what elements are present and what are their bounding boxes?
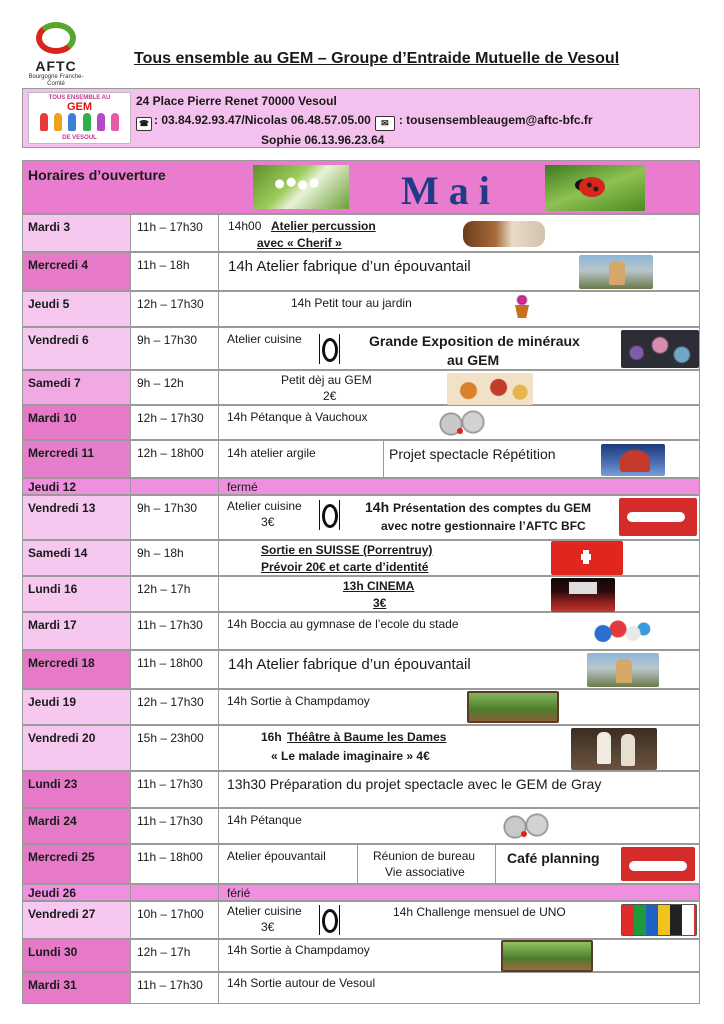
month-title: Mai xyxy=(401,168,500,213)
closed-label: fermé xyxy=(227,480,258,494)
activity-text: Prévoir 20€ et carte d’identité xyxy=(261,560,429,574)
address: 24 Place Pierre Renet 70000 Vesoul xyxy=(136,94,337,108)
activity-text: 14h Petit tour au jardin xyxy=(291,296,412,310)
hours-cell: 9h – 17h30 xyxy=(137,333,198,347)
table-row xyxy=(22,901,700,939)
phone-sophie: Sophie 06.13.96.23.64 xyxy=(261,133,385,147)
day-label: Jeudi 26 xyxy=(28,886,77,900)
day-label: Mardi 24 xyxy=(28,814,77,828)
activity-text: 14h Sortie à Champdamoy xyxy=(227,943,370,957)
activity-text: Présentation des comptes du GEM xyxy=(393,501,592,515)
badge-town-text: DE VESOUL xyxy=(62,135,97,141)
activity-text: 14h Boccia au gymnase de l’ecole du stade xyxy=(227,617,459,631)
petanque-balls-icon xyxy=(439,408,489,438)
table-row xyxy=(22,689,700,725)
activity-text: Petit dèj au GEM xyxy=(281,373,372,387)
people-icon xyxy=(37,113,122,131)
day-label: Lundi 30 xyxy=(28,945,78,959)
activity-text: au GEM xyxy=(447,352,500,368)
day-label: Mardi 17 xyxy=(28,618,77,632)
activity-text: Grande Exposition de minéraux xyxy=(369,333,580,349)
table-row xyxy=(22,440,700,478)
table-header-row xyxy=(22,160,700,214)
garden-image xyxy=(467,691,559,723)
day-label: Samedi 14 xyxy=(28,546,88,560)
badge-top-text: TOUS ENSEMBLE AU xyxy=(48,95,111,101)
table-row xyxy=(22,495,700,540)
hours-cell: 11h – 17h30 xyxy=(137,618,203,632)
activity-price: 3€ xyxy=(261,515,275,529)
petanque-balls-icon xyxy=(503,811,553,841)
lily-of-the-valley-image xyxy=(253,165,349,209)
hours-cell: 11h – 17h30 xyxy=(137,777,203,791)
cell-divider xyxy=(383,441,384,477)
day-label: Vendredi 27 xyxy=(28,907,96,921)
activity-text: 14h Pétanque xyxy=(227,813,302,827)
swiss-flag-image xyxy=(551,541,623,575)
activity-text: 14h atelier argile xyxy=(227,446,316,460)
table-row xyxy=(22,650,700,689)
minerals-image xyxy=(621,330,699,368)
hours-cell: 12h – 17h xyxy=(137,582,191,596)
activity-text: « Le malade imaginaire » 4€ xyxy=(271,749,430,763)
table-row xyxy=(22,725,700,771)
activity-price: 3€ xyxy=(261,920,275,934)
table-row xyxy=(22,540,700,576)
activity-price: 3€ xyxy=(373,596,387,610)
activity-text: Théâtre à Baume les Dames xyxy=(287,730,447,744)
day-label: Lundi 23 xyxy=(28,777,78,791)
page-title: Tous ensemble au GEM – Groupe d’Entraide Mutuelle de Vesoul xyxy=(134,50,620,67)
day-label: Mercredi 25 xyxy=(28,850,95,864)
gem-badge-image xyxy=(28,92,131,144)
day-label: Jeudi 5 xyxy=(28,297,70,311)
table-row xyxy=(22,405,700,440)
activity-text: Atelier épouvantail xyxy=(227,849,326,863)
hours-cell: 11h – 18h xyxy=(137,258,190,272)
activity-text: Sortie en SUISSE (Porrentruy) xyxy=(261,543,433,557)
day-label: Mardi 10 xyxy=(28,411,77,425)
activity-text: 14h Sortie à Champdamoy xyxy=(227,694,370,708)
day-label: Vendredi 20 xyxy=(28,731,96,745)
mail-icon: ✉ xyxy=(375,116,395,131)
day-label: Mardi 3 xyxy=(28,220,71,234)
activity-time: 16h xyxy=(261,730,282,744)
day-label: Lundi 16 xyxy=(28,582,78,596)
day-label: Vendredi 6 xyxy=(28,333,89,347)
activity-text: Atelier cuisine xyxy=(227,499,302,513)
day-label: Samedi 7 xyxy=(28,376,81,390)
uno-cards-image xyxy=(621,904,697,936)
table-row xyxy=(22,291,700,327)
actors-image xyxy=(571,728,657,770)
hours-cell: 12h – 17h xyxy=(137,945,191,959)
hours-cell: 12h – 18h00 xyxy=(137,446,204,460)
hours-cell: 12h – 17h30 xyxy=(137,411,204,425)
cell-divider xyxy=(357,845,358,883)
activity-text: Atelier cuisine xyxy=(227,904,302,918)
hours-cell: 12h – 17h30 xyxy=(137,695,204,709)
table-row xyxy=(22,844,700,884)
table-row xyxy=(22,214,700,252)
hours-cell: 9h – 17h30 xyxy=(137,501,198,515)
logo-subtext: Bourgogne Franche-Comté xyxy=(28,74,84,87)
boccia-balls-image xyxy=(591,617,651,647)
hours-cell: 10h – 17h00 xyxy=(137,907,204,921)
contact-box xyxy=(22,88,700,148)
activity-text: 14h Sortie autour de Vesoul xyxy=(227,976,376,990)
hours-cell: 11h – 18h00 xyxy=(137,850,203,864)
activity-text: Projet spectacle Répétition xyxy=(389,446,556,462)
badge-gem-text: GEM xyxy=(66,101,93,113)
day-label: Jeudi 12 xyxy=(28,480,77,494)
table-row xyxy=(22,972,700,1004)
activity-text: Atelier percussion xyxy=(271,219,376,233)
holiday-label: férié xyxy=(227,886,251,900)
activity-text: 13h CINEMA xyxy=(343,579,415,593)
logo-ring-icon xyxy=(30,22,82,56)
activity-text: Vie associative xyxy=(385,865,465,879)
activity-text: 14h Atelier fabrique d’un épouvantail xyxy=(228,258,471,275)
cell-divider xyxy=(495,845,496,883)
hours-cell: 9h – 18h xyxy=(137,546,184,560)
hours-cell: 11h – 17h30 xyxy=(137,814,203,828)
table-row xyxy=(22,612,700,650)
hours-cell: 11h – 17h30 xyxy=(137,220,203,234)
day-label: Mardi 31 xyxy=(28,978,77,992)
activity-text: 13h30 Préparation du projet spectacle avec le GEM de Gray xyxy=(227,776,602,792)
activity-text: Atelier cuisine xyxy=(227,332,302,346)
drum-image xyxy=(463,221,545,247)
aftc-logo xyxy=(24,22,88,86)
scarecrow-image xyxy=(587,653,659,687)
table-row xyxy=(22,327,700,370)
day-label: Mercredi 4 xyxy=(28,258,89,272)
activity-text: 14h Atelier fabrique d’un épouvantail xyxy=(228,656,471,673)
phone-numbers: : 03.84.92.93.47/Nicolas 06.48.57.05.00 xyxy=(154,113,371,127)
activity-time: 14h00 xyxy=(228,219,262,233)
meeting-image xyxy=(619,498,697,536)
plate-cutlery-icon xyxy=(319,334,341,364)
day-label: Jeudi 19 xyxy=(28,695,77,709)
plate-cutlery-icon xyxy=(319,905,353,935)
table-row xyxy=(22,478,700,495)
meeting-image xyxy=(621,847,695,881)
flower-pot-icon xyxy=(507,295,537,323)
table-row xyxy=(22,771,700,808)
table-row xyxy=(22,939,700,972)
theatre-image xyxy=(601,444,665,476)
contact-line xyxy=(136,113,593,131)
hours-cell: 12h – 17h30 xyxy=(137,297,204,311)
hours-cell: 11h – 17h30 xyxy=(137,978,203,992)
day-label: Mercredi 11 xyxy=(28,446,95,460)
champdamoy-image xyxy=(501,940,593,972)
day-label: Mercredi 18 xyxy=(28,656,95,670)
phone-icon: ☎ xyxy=(136,117,152,131)
ladybug-image xyxy=(545,165,645,211)
table-row xyxy=(22,252,700,291)
activity-price: 2€ xyxy=(323,389,337,403)
hours-cell: 11h – 18h00 xyxy=(137,656,203,670)
activity-time: 14h xyxy=(365,499,390,515)
opening-hours-label: Horaires d’ouverture xyxy=(28,167,166,183)
plate-cutlery-icon xyxy=(319,500,353,530)
table-row xyxy=(22,370,700,405)
hours-cell: 9h – 12h xyxy=(137,376,184,390)
table-row xyxy=(22,576,700,612)
activity-text: avec notre gestionnaire l’AFTC BFC xyxy=(381,519,586,533)
scarecrow-image xyxy=(579,255,653,289)
logo-text: AFTC xyxy=(35,58,77,74)
day-label: Vendredi 13 xyxy=(28,501,96,515)
table-row xyxy=(22,884,700,901)
activity-text: 14h Pétanque à Vauchoux xyxy=(227,410,368,424)
hours-cell: 15h – 23h00 xyxy=(137,731,204,745)
breakfast-image xyxy=(447,373,533,405)
activity-text: avec « Cherif » xyxy=(257,236,342,250)
table-row xyxy=(22,808,700,844)
activity-text: 14h Challenge mensuel de UNO xyxy=(393,905,566,919)
activity-text: Café planning xyxy=(507,850,600,866)
activity-text: Réunion de bureau xyxy=(373,849,476,863)
email-address[interactable]: : tousensembleaugem@aftc-bfc.fr xyxy=(398,113,593,127)
cinema-image xyxy=(551,578,615,612)
